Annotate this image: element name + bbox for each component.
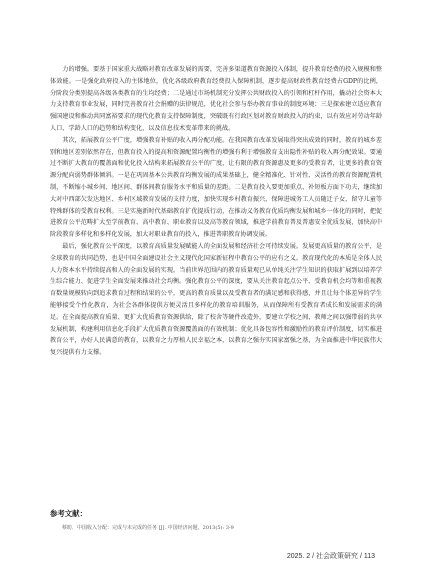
body-text bbox=[50, 64, 382, 359]
references-heading: 参考文献： bbox=[50, 509, 87, 518]
page-footer-folio: 2025. 2 / 社会政策研究 / 113 bbox=[286, 553, 375, 560]
paragraph-1: 力的增强。要基于国家重大战略对教育改革发展的需要，完善多渠道教育资源投入体制，提升教育经费的投入规模和整体效能。一是强化政府投入的主体地位，优化各级政府教育经费投入保障机制，逐步提高财政性教育经费占GDP的比例，分阶段分类别提高各级各类教育的生均经费；二是通过市场机制充分发挥公共财政投入的引领和杠杆作用，撬动社会资本大力支持教育事业发展，同时完善教育社会捐赠的法律规范，优化社会参与举办教育事业的制度环境；三是探索建立适应教育强国建设和推动共同富裕要求的现代化教育支持保障制度，突破既有行政区划对教育财政投入的约束，以有效应对劳动年龄人口、学龄人口的趋势和结构变化，以及信息技术变革带来的挑战。 bbox=[50, 66, 382, 132]
paragraph-3: 最后，强化教育公平深度，以教育高质量发展赋能人的全面发展和经济社会可持续发展。发展更高质量的教育公平，是全球教育的共同趋势，也是中国全面建设社会主义现代化国家新征程中教育公平的应有之义。教育现代化的本质是全体人民人力资本水平持续提高和人的全面发展的实现。当前世界范围内的教育质量观已从单纯关注学生知识的获取扩展到以培养学生综合能力、促进学生全面发展来推动社会均衡。强化教育公平的深度，要从关注教育起点公平、受教育机会均等和重视教育数量规模转向到追求教育过程和结果的公平，更高的教育质量以及受教育者的满足感和获得感，并且让每个体差异的学生能够接受个性化教育，为社会各群体提供方便灵活且多样化的教育培训服务，从而保障所有受教育者成长和发展需求的满足。在全面提高教育质量、更扩大优质教育资源供给，除了校舍等硬件改造外，要建立学校之间、教师之间以强带弱的共享发展机制，构建利用信息化手段扩大优质教育资源覆盖面的有效机制；优化具备包容性和激励性的教育评价制度，切实推进教育公平，办好人民满意的教育，以教育之力厚植人民幸福之本，以教育之强夯实国家富强之基，为全面推进中华民族伟大复兴提供有力支撑。 bbox=[50, 242, 382, 357]
paragraph-2: 其次，拓展教育公平广度，增强教育补贴的收入再分配功能。在我国教育改革发展取得突出成效的同时，教育的城乡差别和地区差别依然存在，但教育投入的提高和资源配置均衡性的增强有利于增强教育支出隐性补贴的收入再分配效果。要通过不断扩大教育的覆盖面和优化投入结构来拓展教育公平的广度，让有限的教育资源惠及更多的受教育者，让更多的教育资源分配向弱势群体倾斜。一是在巩固基本公共教育均衡发展的成果基础上，健全精准化、针对性、灵活性的教育资源配置机制，不断缩小城乡间、地区间、群体间教育服务水平和质量的差距。二是教育投入要更加重点、补短板方面下功夫，继续加大对中西部欠发达地区、乡村区域教育发展的支持力度，加快实现乡村教育振兴，保障进城务工人员随迁子女、留守儿童等特殊群体的受教育权利。三是实施新时代基础教育扩优提质行动，在推动义务教育优质均衡发展和城乡一体化的同时，把促进教育公平范畴扩大至学前教育、高中教育、职业教育以及高等教育领域，推进学前教育普及普惠安全优质发展，加快高中阶段教育多样化和多样化发展，加大对职业教育的投入，推进普职教育协调发展。 bbox=[50, 136, 382, 239]
reference-item-1: 蔡昉．中国收入分配：完成与未完成的任务 [J]. 中国经济问题，2013(5): 3-9 bbox=[62, 525, 234, 531]
